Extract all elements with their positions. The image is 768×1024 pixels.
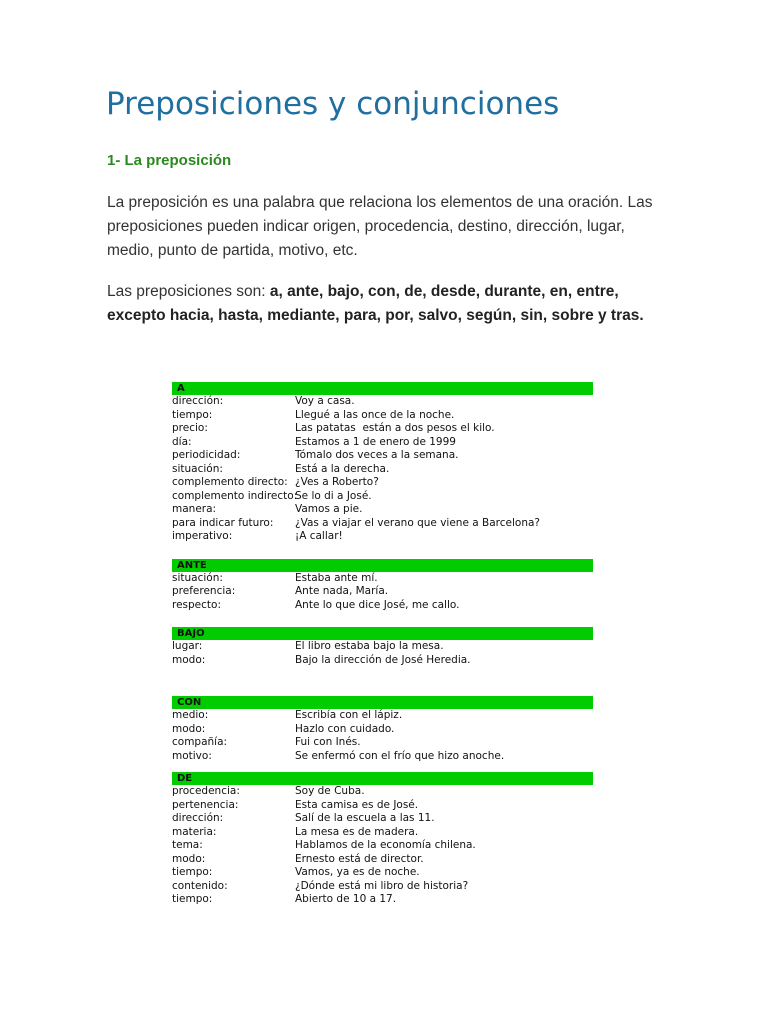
- table-row: [172, 490, 593, 504]
- row-label: materia:: [172, 825, 217, 838]
- row-label: para indicar futuro:: [172, 516, 274, 529]
- table-row: [172, 517, 593, 531]
- row-label: imperativo:: [172, 530, 233, 542]
- table-row: [172, 409, 593, 423]
- table-row: [172, 436, 593, 450]
- row-example: Hablamos de la economía chilena.: [295, 839, 476, 851]
- row-example: Se enfermó con el frío que hizo anoche.: [295, 749, 505, 762]
- row-example: Ante nada, María.: [295, 585, 389, 597]
- row-label: día:: [172, 435, 192, 448]
- table-row: [172, 893, 593, 907]
- row-label: complemento directo:: [172, 476, 288, 488]
- row-label: tema:: [172, 839, 203, 851]
- table-row: [172, 476, 593, 490]
- row-example: Tómalo dos veces a la semana.: [295, 449, 459, 461]
- group-header-a: A: [172, 382, 593, 395]
- row-label: modo:: [172, 722, 206, 735]
- row-example: Voy a casa.: [295, 395, 355, 407]
- row-example: El libro estaba bajo la mesa.: [295, 640, 444, 652]
- section-title: 1- La preposición: [107, 152, 232, 169]
- row-label: modo:: [172, 852, 206, 865]
- row-label: compañía:: [172, 736, 228, 748]
- table-row: [172, 750, 593, 764]
- prepositions-table: [172, 382, 593, 907]
- row-example: Estamos a 1 de enero de 1999: [295, 435, 456, 448]
- row-label: pertenencia:: [172, 798, 239, 811]
- table-row: [172, 826, 593, 840]
- table-row: [172, 599, 593, 613]
- table-row: [172, 785, 593, 799]
- row-label: contenido:: [172, 879, 228, 892]
- table-row: [172, 839, 593, 853]
- row-example: Vamos, ya es de noche.: [295, 866, 420, 878]
- row-label: medio:: [172, 709, 209, 721]
- row-label: lugar:: [172, 640, 203, 652]
- row-example: Fui con Inés.: [295, 736, 361, 748]
- table-row: [172, 422, 593, 436]
- table-row: [172, 503, 593, 517]
- row-label: manera:: [172, 503, 217, 515]
- row-example: ¡A callar!: [295, 530, 343, 542]
- group-header-de: DE: [172, 772, 593, 785]
- table-row: [172, 572, 593, 586]
- row-label: dirección:: [172, 812, 224, 824]
- table-row: [172, 449, 593, 463]
- row-example: Está a la derecha.: [295, 462, 390, 475]
- row-example: ¿Vas a viajar el verano que viene a Barcelona?: [295, 516, 540, 529]
- row-example: La mesa es de madera.: [295, 825, 419, 838]
- row-example: Vamos a pie.: [295, 503, 363, 515]
- row-label: modo:: [172, 653, 206, 666]
- row-label: periodicidad:: [172, 449, 241, 461]
- row-example: Salí de la escuela a las 11.: [295, 812, 435, 824]
- row-example: Ante lo que dice José, me callo.: [295, 598, 460, 611]
- table-row: [172, 395, 593, 409]
- table-row: [172, 640, 593, 654]
- row-label: situación:: [172, 571, 223, 584]
- row-label: motivo:: [172, 749, 212, 762]
- row-example: Ernesto está de director.: [295, 852, 424, 865]
- row-example: Se lo di a José.: [295, 489, 372, 502]
- group-header-con: CON: [172, 696, 593, 709]
- table-row: [172, 709, 593, 723]
- table-row: [172, 866, 593, 880]
- row-example: Las patatas están a dos pesos el kilo.: [295, 422, 495, 434]
- table-row: [172, 723, 593, 737]
- table-row: [172, 799, 593, 813]
- row-example: Llegué a las once de la noche.: [295, 408, 455, 421]
- group-header-bajo: BAJO: [172, 627, 593, 640]
- row-label: procedencia:: [172, 785, 240, 797]
- prepositions-list: a, ante, bajo, con, de, desde, durante, en, entre, excepto hacia, hasta, mediante, para, por, salvo, según, sin, sobre y tras.: [107, 283, 644, 324]
- table-row: [172, 880, 593, 894]
- row-label: tiempo:: [172, 893, 213, 905]
- row-label: preferencia:: [172, 585, 236, 597]
- row-example: Abierto de 10 a 17.: [295, 893, 397, 905]
- row-example: Escribía con el lápiz.: [295, 709, 403, 721]
- row-example: ¿Dónde está mi libro de historia?: [295, 879, 469, 892]
- row-example: Soy de Cuba.: [295, 785, 365, 797]
- row-example: Bajo la dirección de José Heredia.: [295, 653, 471, 666]
- row-example: Esta camisa es de José.: [295, 798, 419, 811]
- row-label: complemento indirecto:: [172, 489, 298, 502]
- intro-paragraph: La preposición es una palabra que relaciona los elementos de una oración. Las preposiciones pueden indicar origen, procedencia, destino, dirección, lugar, medio, punto de partida, motivo, etc.: [107, 194, 653, 259]
- table-row: [172, 853, 593, 867]
- group-header-ante: ANTE: [172, 559, 593, 572]
- row-label: tiempo:: [172, 866, 213, 878]
- table-row: [172, 812, 593, 826]
- row-label: respecto:: [172, 598, 221, 611]
- page-title: Preposiciones y conjunciones: [106, 86, 560, 122]
- table-row: [172, 736, 593, 750]
- prepositions-paragraph: [107, 280, 667, 328]
- row-example: Hazlo con cuidado.: [295, 722, 395, 735]
- row-label: dirección:: [172, 395, 224, 407]
- row-label: tiempo:: [172, 408, 213, 421]
- row-example: Estaba ante mí.: [295, 571, 378, 584]
- table-row: [172, 585, 593, 599]
- table-row: [172, 530, 593, 544]
- row-label: situación:: [172, 462, 223, 475]
- prepositions-prefix: Las preposiciones son:: [107, 283, 270, 300]
- row-example: ¿Ves a Roberto?: [295, 476, 379, 488]
- table-row: [172, 463, 593, 477]
- row-label: precio:: [172, 422, 208, 434]
- table-row: [172, 654, 593, 668]
